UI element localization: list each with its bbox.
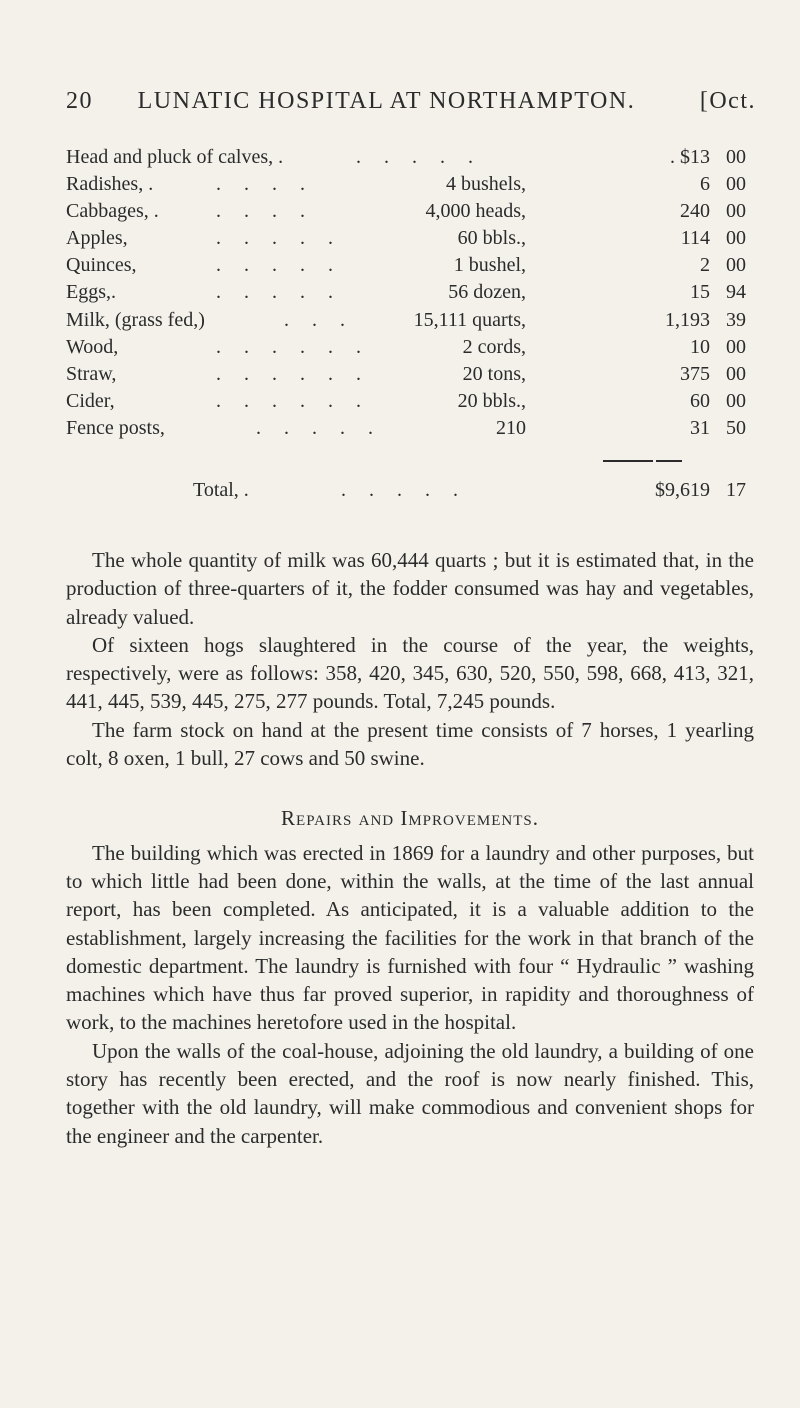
item-quantity: 15,111 quarts,	[413, 308, 526, 331]
table-row	[66, 334, 746, 361]
item-cents: 00	[726, 389, 746, 412]
item-quantity: 1 bushel,	[453, 254, 526, 277]
leader-dots: . . . . .	[216, 227, 342, 250]
item-dollars: 1,193	[665, 308, 710, 331]
total-cents: 17	[726, 479, 746, 501]
item-name: Quinces,	[66, 254, 137, 277]
leader-dots: . . . . .	[216, 254, 342, 277]
item-cents: 39	[726, 308, 746, 331]
item-name: Straw,	[66, 362, 117, 385]
item-name: Fence posts,	[66, 416, 165, 439]
leader-dots: . . . . .	[216, 281, 342, 304]
item-quantity: 20 tons,	[462, 362, 526, 385]
body-text	[66, 546, 754, 1150]
total-dollars: $9,619	[655, 479, 710, 501]
total-rule-dollars	[603, 460, 653, 462]
total-row	[66, 477, 746, 504]
leader-dots: . . . . . .	[216, 389, 370, 412]
item-quantity: 20 bbls.,	[457, 389, 526, 412]
item-name: Cabbages, .	[66, 200, 159, 223]
item-cents: 94	[726, 281, 746, 304]
leader-dots: . . . . . .	[216, 362, 370, 385]
item-quantity: 2 cords,	[462, 335, 526, 358]
total-leader-dots: . . . . .	[341, 479, 467, 501]
item-dollars: 375	[680, 362, 710, 385]
table-row	[66, 171, 746, 198]
item-quantity: 4 bushels,	[446, 173, 526, 196]
page-number: 20	[66, 88, 93, 114]
leader-dots: . . . . . .	[216, 335, 370, 358]
item-quantity: 4,000 heads,	[425, 200, 526, 223]
leader-dots: . . . . .	[256, 416, 382, 439]
leader-dots: . . . .	[216, 200, 314, 223]
item-quantity: 210	[496, 416, 526, 439]
item-dollars: . $13	[670, 146, 710, 168]
running-title: LUNATIC HOSPITAL AT NORTHAMPTON.	[137, 88, 636, 114]
item-cents: 00	[726, 254, 746, 277]
page-header	[66, 88, 756, 115]
leader-dots: . . . . .	[356, 146, 482, 168]
table-row	[66, 225, 746, 252]
item-cents: 00	[726, 173, 746, 196]
table-row	[66, 307, 746, 334]
item-cents: 00	[726, 200, 746, 223]
paragraph: The farm stock on hand at the present time consists of 7 horses, 1 yearling colt, 8 oxen, 1 bull, 27 cows and 50 swine.	[66, 717, 754, 771]
item-quantity: 56 dozen,	[448, 281, 526, 304]
item-dollars: 114	[680, 227, 710, 250]
item-dollars: 60	[690, 389, 710, 412]
paragraph: The building which was erected in 1869 for a laundry and other purposes, but to which little had been done, within the walls, at the time of the last annual report, has been completed. As anticipated, it is a valuable addition to the establishment, largely increasing the facilities for the work in that branch of the domestic department. The laundry is furnished with four “ Hydraulic ” washing machines which have thus far proved superior, in rapidity and thoroughness of work, to the machines heretofore used in the hospital.	[66, 840, 754, 1035]
table-row	[66, 279, 746, 306]
item-dollars: 10	[690, 335, 710, 358]
item-dollars: 240	[680, 200, 710, 223]
item-quantity: 60 bbls.,	[457, 227, 526, 250]
table-row	[66, 198, 746, 225]
item-dollars: 15	[690, 281, 710, 304]
section-heading: Repairs and Improvements.	[281, 806, 539, 831]
item-dollars: 6	[700, 173, 710, 196]
paragraph: The whole quantity of milk was 60,444 quarts ; but it is estimated that, in the production of three-quarters of it, the fodder consumed was hay and vegetables, already valued.	[66, 548, 754, 629]
item-cents: 00	[726, 146, 746, 168]
total-rule-cents	[656, 460, 682, 462]
table-row	[66, 252, 746, 279]
item-dollars: 31	[690, 416, 710, 439]
item-name: Eggs,.	[66, 281, 116, 304]
paragraph: Upon the walls of the coal-house, adjoining the old laundry, a building of one story has recently been erected, and the roof is now nearly finished. This, together with the old laundry, will make commodious and convenient shops for the engineer and the carpenter.	[66, 1038, 754, 1148]
table-row	[66, 361, 746, 388]
item-cents: 50	[726, 416, 746, 439]
item-name: Radishes, .	[66, 173, 154, 196]
item-cents: 00	[726, 227, 746, 250]
item-name: Head and pluck of calves, .	[66, 146, 284, 168]
item-name: Cider,	[66, 389, 115, 412]
item-name: Apples,	[66, 227, 128, 250]
produce-table	[66, 144, 746, 442]
item-cents: 00	[726, 362, 746, 385]
leader-dots: . . .	[284, 308, 354, 331]
running-month: [Oct.	[699, 88, 756, 114]
item-dollars: 2	[700, 254, 710, 277]
table-row	[66, 415, 746, 442]
item-name: Wood,	[66, 335, 119, 358]
leader-dots: . . . .	[216, 173, 314, 196]
paragraph: Of sixteen hogs slaughtered in the course of the year, the weights, respectively, were as follows: 358, 420, 345, 630, 520, 550, 598, 668, 413, 321, 441, 445, 539, 445, 275, 277 pounds. Total, 7,245 pounds.	[66, 632, 754, 714]
item-name: Milk, (grass fed,)	[66, 308, 205, 331]
table-row	[66, 144, 746, 171]
total-label: Total, .	[193, 479, 249, 501]
table-row	[66, 388, 746, 415]
item-cents: 00	[726, 335, 746, 358]
